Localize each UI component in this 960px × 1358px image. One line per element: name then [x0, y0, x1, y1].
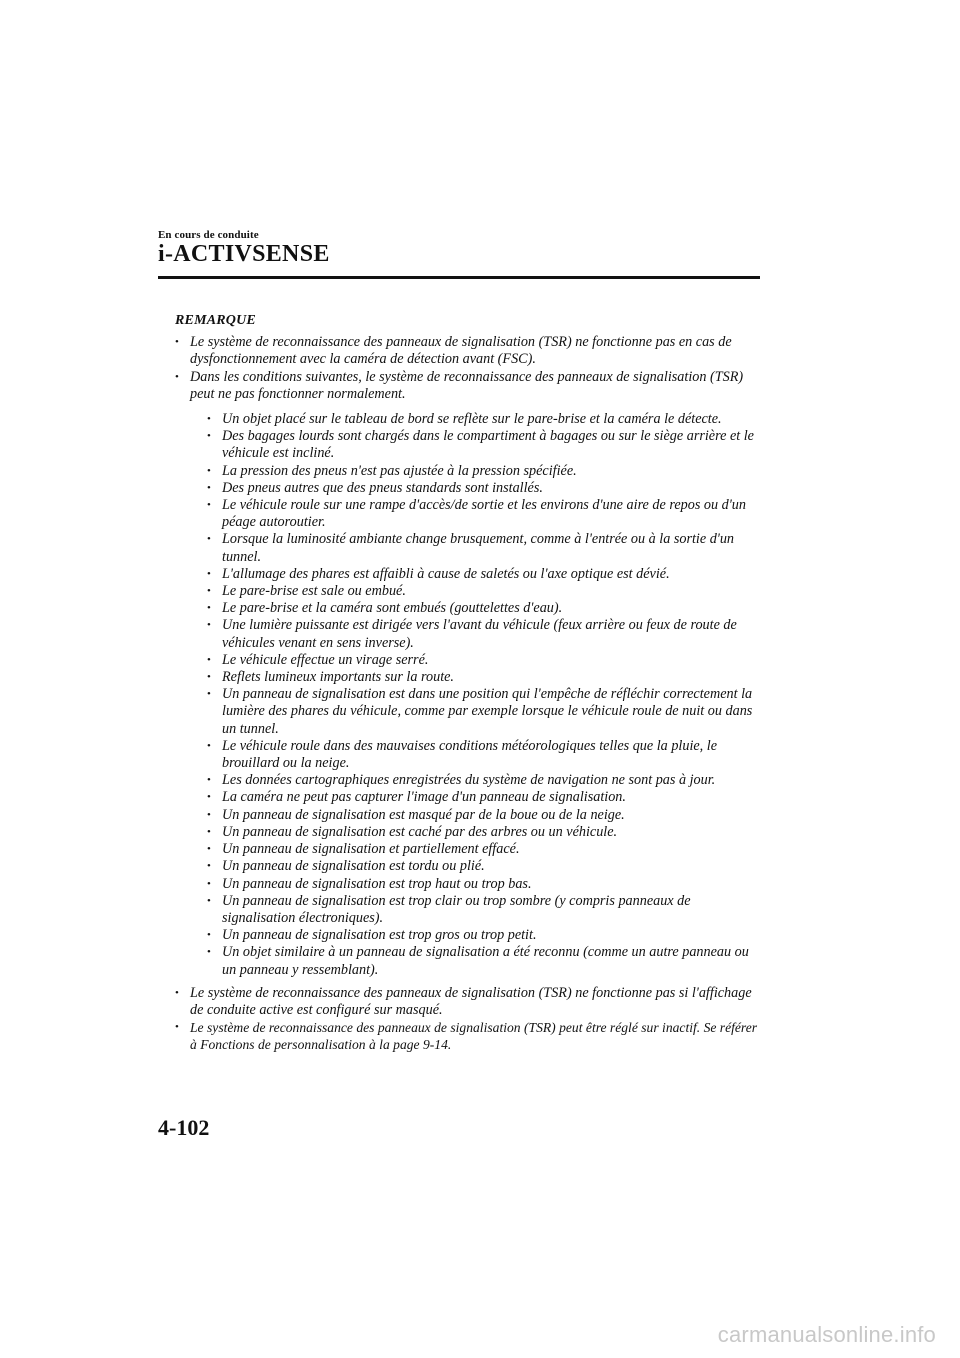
condition-text: Le véhicule roule sur une rampe d'accès/de sortie et les environs d'une aire de repos ou d'un péage autoroutier.: [222, 497, 746, 531]
bullet-icon: •: [207, 843, 211, 856]
header-rule: [158, 276, 760, 279]
condition-item: [207, 807, 765, 824]
condition-text: La caméra ne peut pas capturer l'image d'un panneau de signalisation.: [222, 789, 626, 806]
bullet-icon: •: [207, 825, 211, 838]
bullet-icon: •: [175, 986, 179, 999]
condition-text: Un objet similaire à un panneau de signalisation a été reconnu (comme un autre panneau ou un panneau y ressemblant).: [222, 944, 749, 978]
condition-item: [207, 789, 765, 806]
bullet-icon: •: [207, 567, 211, 580]
condition-text: Le pare-brise est sale ou embué.: [222, 583, 406, 600]
bullet-icon: •: [207, 464, 211, 477]
condition-item: [207, 600, 765, 617]
bullet-icon: •: [207, 619, 211, 632]
bullet-icon: •: [175, 336, 179, 349]
condition-text: Un objet placé sur le tableau de bord se reflète sur le pare-brise et la caméra le détecte.: [222, 411, 722, 428]
condition-item: [207, 841, 765, 858]
condition-item: [207, 652, 765, 669]
bullet-icon: •: [207, 688, 211, 701]
bullet-icon: •: [207, 671, 211, 684]
condition-text: Des bagages lourds sont chargés dans le compartiment à bagages ou sur le siège arrière et le véhicule est incliné.: [222, 428, 754, 462]
condition-text: Un panneau de signalisation est caché par des arbres ou un véhicule.: [222, 823, 618, 840]
bullet-icon: •: [207, 739, 211, 752]
bullet-icon: •: [207, 499, 211, 512]
condition-item: [207, 480, 765, 497]
condition-item: [207, 411, 765, 428]
condition-item: [207, 772, 765, 789]
bullet-icon: •: [207, 602, 211, 615]
bullet-icon: •: [207, 791, 211, 804]
note-list-after: [175, 985, 765, 1054]
bullet-icon: •: [207, 430, 211, 443]
bullet-icon: •: [207, 894, 211, 907]
condition-item: [207, 531, 765, 565]
page-number: 4-102: [158, 1115, 210, 1140]
condition-text: Le véhicule roule dans des mauvaises conditions météorologiques telles que la pluie, le brouillard ou la neige.: [222, 737, 718, 772]
conditions-list: [207, 411, 765, 979]
condition-text: Un panneau de signalisation est dans une position qui l'empêche de réfléchir correctement la lumière des phares du véhicule, comme par exemple lorsque le véhicule roule de nuit ou dans un tunnel.: [222, 686, 753, 737]
bullet-icon: •: [207, 860, 211, 873]
list-item: [175, 985, 765, 1019]
list-item-text: Le système de reconnaissance des panneaux de signalisation (TSR) ne fonctionne pas si l'affichage de conduite active est configuré sur masqué.: [190, 984, 752, 1018]
list-item-text: Le système de reconnaissance des panneaux de signalisation (TSR) ne fonctionne pas en cas de dysfonctionnement avec la caméra de détection avant (FSC).: [190, 334, 732, 368]
condition-text: La pression des pneus n'est pas ajustée à la pression spécifiée.: [222, 462, 577, 479]
bullet-icon: •: [175, 1021, 179, 1034]
list-item: [175, 334, 765, 368]
condition-item: [207, 617, 765, 651]
condition-text: Le véhicule effectue un virage serré.: [222, 651, 429, 668]
condition-text: Reflets lumineux importants sur la route.: [222, 669, 454, 686]
note-block: [175, 312, 765, 1054]
list-item: [175, 369, 765, 979]
condition-item: [207, 686, 765, 738]
condition-item: [207, 669, 765, 686]
condition-text: Des pneus autres que des pneus standards sont installés.: [222, 479, 543, 496]
condition-text: L'allumage des phares est affaibli à cause de saletés ou l'axe optique est dévié.: [222, 565, 670, 582]
condition-item: [207, 428, 765, 462]
condition-text: Un panneau de signalisation est trop clair ou trop sombre (y compris panneaux de signalisation électroniques).: [222, 892, 691, 926]
watermark[interactable]: carmanualsonline.info: [717, 1322, 936, 1347]
bullet-icon: •: [175, 370, 179, 383]
bullet-icon: •: [207, 533, 211, 546]
condition-item: [207, 893, 765, 927]
list-item-text: Le système de reconnaissance des panneaux de signalisation (TSR) peut être réglé sur inactif. Se référer à Fonctions de personnalisation à la page 9-14.: [190, 1020, 758, 1053]
bullet-icon: •: [207, 929, 211, 942]
condition-text: Un panneau de signalisation est masqué par de la boue ou de la neige.: [222, 806, 625, 823]
condition-text: Un panneau de signalisation est trop haut ou trop bas.: [222, 875, 532, 892]
bullet-icon: •: [207, 877, 211, 890]
condition-text: Un panneau de signalisation est tordu ou plié.: [222, 858, 485, 875]
bullet-icon: •: [207, 413, 211, 426]
condition-text: Une lumière puissante est dirigée vers l'avant du véhicule (feux arrière ou feux de route de véhicules venant en sens inverse).: [222, 617, 737, 651]
bullet-icon: •: [207, 774, 211, 787]
condition-item: [207, 927, 765, 944]
section-title: i-ACTIVSENSE: [158, 241, 330, 267]
condition-item: [207, 583, 765, 600]
bullet-icon: •: [207, 481, 211, 494]
note-list: [175, 334, 765, 979]
condition-text: Un panneau de signalisation est trop gros ou trop petit.: [222, 927, 537, 944]
note-label: REMARQUE: [175, 313, 256, 328]
condition-item: [207, 566, 765, 583]
condition-item: [207, 876, 765, 893]
list-item: [175, 1019, 765, 1053]
chapter-label: En cours de conduite: [158, 229, 259, 241]
list-item-text: Dans les conditions suivantes, le système de reconnaissance des panneaux de signalisation (TSR) peut ne pas fonctionner normalement.: [190, 368, 744, 402]
condition-item: [207, 463, 765, 480]
condition-item: [207, 738, 765, 772]
bullet-icon: •: [207, 946, 211, 959]
bullet-icon: •: [207, 653, 211, 666]
condition-text: Un panneau de signalisation et partiellement effacé.: [222, 841, 520, 858]
bullet-icon: •: [207, 585, 211, 598]
condition-item: [207, 858, 765, 875]
bullet-icon: •: [207, 808, 211, 821]
condition-text: Lorsque la luminosité ambiante change brusquement, comme à l'entrée ou à la sortie d'un tunnel.: [222, 531, 735, 565]
condition-text: Le pare-brise et la caméra sont embués (gouttelettes d'eau).: [222, 600, 563, 617]
condition-item: [207, 497, 765, 531]
condition-item: [207, 944, 765, 978]
condition-text: Les données cartographiques enregistrées du système de navigation ne sont pas à jour.: [222, 772, 716, 789]
condition-item: [207, 824, 765, 841]
